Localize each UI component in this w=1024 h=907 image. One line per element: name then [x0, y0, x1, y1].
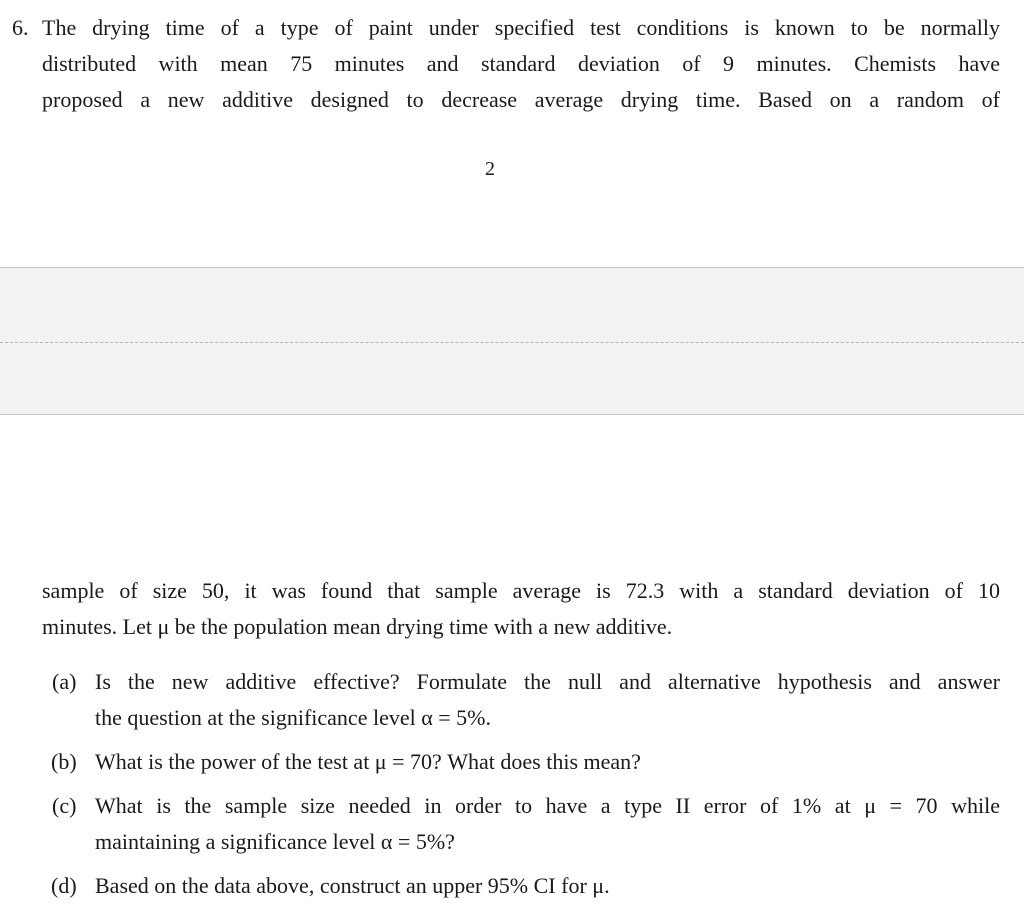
part-b-label: (b)	[51, 749, 77, 774]
part-a-line-2: the question at the significance level α = 5%.	[95, 705, 491, 730]
question-number: 6.	[12, 15, 29, 40]
continued-line-1: sample of size 50, it was found that sample average is 72.3 with a standard deviation of 10	[42, 578, 1000, 603]
part-a-line-1: Is the new additive effective? Formulate the null and alternative hypothesis and answer	[95, 669, 1000, 694]
part-c-label: (c)	[52, 793, 77, 818]
part-d-label: (d)	[51, 873, 77, 898]
page-break-gap	[0, 267, 1024, 415]
part-c-line-1: What is the sample size needed in order to have a type II error of 1% at μ = 70 while	[95, 793, 1000, 818]
part-a-label: (a)	[52, 669, 77, 694]
intro-line-2: distributed with mean 75 minutes and standard deviation of 9 minutes. Chemists have	[42, 51, 1000, 76]
part-b-line-1: What is the power of the test at μ = 70? What does this mean?	[95, 749, 641, 774]
continued-line-2: minutes. Let μ be the population mean drying time with a new additive.	[42, 614, 673, 639]
part-c-line-2: maintaining a significance level α = 5%?	[95, 829, 455, 854]
page-number: 2	[485, 158, 495, 180]
part-d-line-1: Based on the data above, construct an upper 95% CI for μ.	[95, 873, 610, 898]
intro-line-1: The drying time of a type of paint under specified test conditions is known to be normally	[42, 15, 1000, 40]
intro-line-3: proposed a new additive designed to decrease average drying time. Based on a random of	[42, 87, 1000, 112]
page-break-divider	[0, 342, 1024, 343]
